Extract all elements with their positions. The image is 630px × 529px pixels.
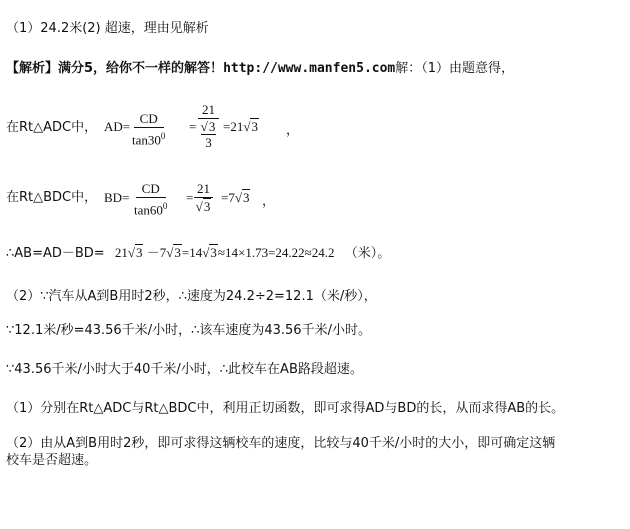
adc-equation (6, 112, 97, 160)
hint-2-line: （2）由从A到B用时2秒，即可求得这辆校车的速度，比较与40千米/小时的大小，即可确定这辆 (6, 436, 556, 451)
analysis-line (6, 61, 514, 77)
adc-result: =21√3 (223, 119, 258, 134)
conclusion-line: ∵43.56千米/小时大于40千米/小时，∴此校车在AB路段超速。 (6, 362, 363, 377)
ab-expression: 21√3 －7√3=14√3≈14×1.73=24.22≈24.2 (114, 245, 335, 260)
adc-inner-num: √3 (200, 119, 216, 134)
promo-url[interactable]: http://www.manfen5.com (223, 61, 396, 76)
adc-fraction-cd-tan30 (132, 110, 165, 148)
solution-intro: 解：（1）由题意得， (395, 61, 515, 76)
adc-big-num: 21 (198, 102, 219, 119)
bdc-prefix: 在Rt△BDC中， (6, 190, 98, 205)
adc-inner-den: 3 (205, 135, 212, 150)
ab-equation (6, 245, 390, 262)
bdc-result: =7√3 (221, 190, 250, 205)
bdc-lhs: BD= (104, 190, 130, 205)
adc-prefix: 在Rt△ADC中， (6, 120, 98, 135)
hint-2-continuation: 校车是否超速。 (6, 453, 98, 468)
bdc-fraction-21-sqrt3 (194, 180, 213, 215)
adc-eq-sign: = (189, 119, 197, 134)
adc-frac-num: CD (134, 110, 164, 128)
promo-text: 满分5，给你不一样的解答！ (58, 61, 224, 76)
answer-line: （1）24.2米(2) 超速，理由见解析 (6, 21, 209, 36)
adc-inner-fraction (201, 119, 217, 150)
bdc-frac2-den: √3 (195, 199, 211, 214)
speed-line: （2）∵汽车从A到B用时2秒，∴速度为24.2÷2=12.1（米/秒）， (6, 289, 377, 304)
bdc-comma: ， (262, 194, 276, 209)
conversion-line: ∵12.1米/秒=43.56千米/小时，∴该车速度为43.56千米/小时。 (6, 323, 371, 338)
bdc-frac-num: CD (136, 180, 166, 198)
bdc-frac2-num: 21 (194, 180, 213, 198)
adc-lhs: AD= (104, 119, 131, 134)
ab-unit: （米）。 (344, 246, 391, 261)
bdc-eq-sign: = (186, 190, 194, 205)
bdc-frac-den: $\tan 60^0$ (134, 201, 168, 218)
analysis-label: 【解析】 (6, 61, 59, 76)
bdc-fraction-cd-tan60 (134, 180, 167, 218)
adc-compound-fraction (198, 102, 219, 150)
adc-frac-den: $\tan 30^0$ (132, 131, 166, 148)
adc-comma: ， (286, 123, 300, 138)
hint-1-line: （1）分别在Rt△ADC与Rt△BDC中，利用正切函数，即可求得AD与BD的长，从而求得AB的长。 (6, 401, 565, 416)
ab-prefix: ∴AB=AD－BD= (6, 246, 105, 261)
